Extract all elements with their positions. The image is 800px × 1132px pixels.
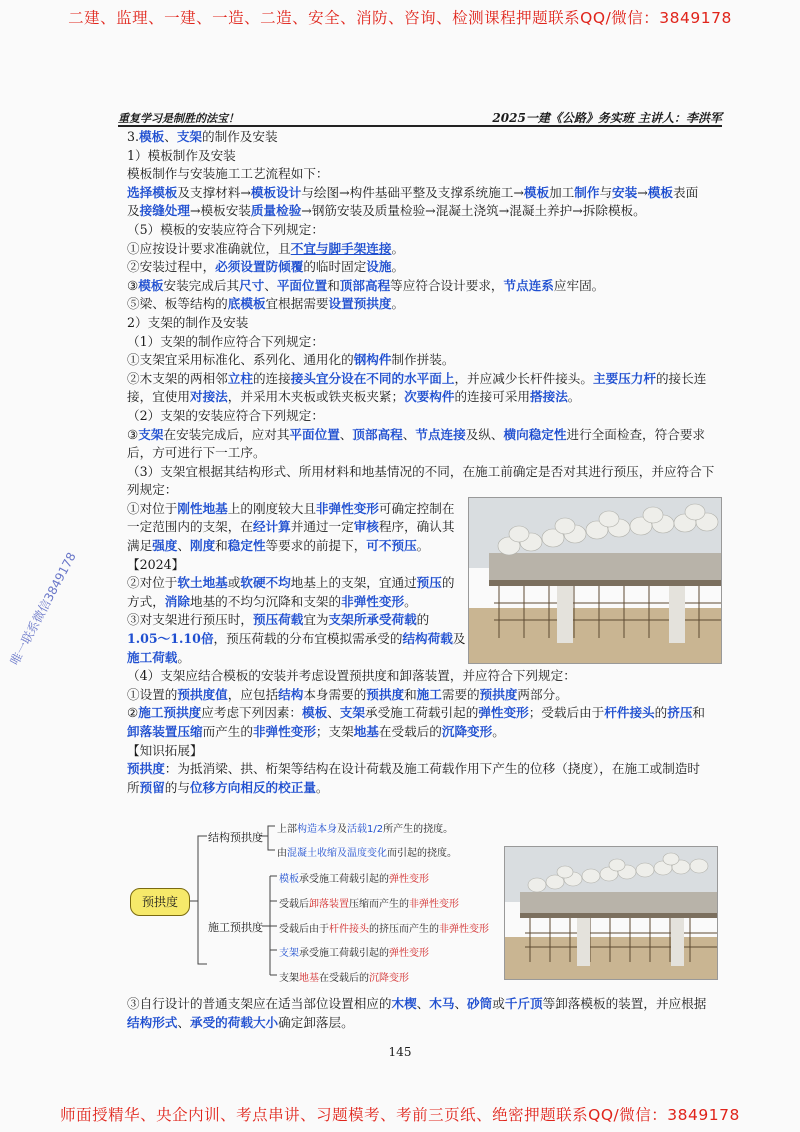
- text-run: 确定卸落层。: [278, 1014, 354, 1030]
- highlighted-term: 预留: [139, 779, 165, 795]
- text-run: （3）支架宜根据其结构形式、所用材料和地基情况的不同，在施工前确定是否对其进行预压，并应符合下: [127, 463, 715, 479]
- text-run: 的: [654, 705, 668, 721]
- text-run: 所: [127, 779, 140, 795]
- text-run: 的连接: [252, 370, 291, 386]
- text-run: （2）支架的安装应符合下列规定：: [127, 407, 324, 423]
- text-run: 的挤压而产生的: [369, 924, 439, 935]
- text-run: ；支架: [315, 724, 354, 739]
- mindmap-branch-structural: 结构预拱度: [208, 831, 263, 844]
- text-run: 地基上的支架，宜通过: [290, 575, 417, 591]
- highlighted-term: 平面位置: [289, 426, 340, 442]
- highlighted-term: 选择模板: [127, 184, 178, 200]
- text-run: 由: [277, 848, 287, 859]
- text-run: ⑤梁、板等结构的: [127, 296, 228, 312]
- text-run: 。: [391, 296, 405, 312]
- highlighted-term: 预压荷载: [252, 612, 304, 628]
- text-run: 3.: [127, 129, 140, 144]
- bridge-support-photo: [468, 497, 722, 664]
- text-run: 压缩而产生的: [349, 899, 409, 910]
- mindmap-leaf: [279, 969, 409, 984]
- rule-item: [127, 649, 465, 668]
- process-flow-line: [127, 202, 719, 221]
- highlighted-term: 地基: [299, 973, 319, 984]
- rule-item: [127, 444, 719, 463]
- highlighted-term: 接头宜分设在不同的水平面上: [290, 370, 455, 386]
- closing-content: [127, 995, 719, 1032]
- page-number: 145: [388, 1045, 412, 1059]
- text-run: 的: [416, 612, 430, 628]
- highlighted-term: 地基: [353, 724, 379, 739]
- text-run: 、: [164, 129, 177, 144]
- highlighted-term: 支架: [339, 705, 365, 721]
- text-run: ，预压荷载的分布宜模拟需承受的: [213, 631, 403, 647]
- text-run: 满足: [127, 538, 153, 554]
- text-run: 的接长连: [655, 370, 707, 386]
- text-run: 。: [391, 240, 405, 256]
- highlighted-term: 支架: [138, 426, 164, 442]
- highlighted-term: 立柱: [227, 370, 253, 386]
- text-run: →: [637, 184, 648, 200]
- text-run: 上的刚度较大且: [227, 500, 316, 516]
- text-run: 的与: [164, 779, 190, 795]
- text-run: 和: [215, 538, 228, 554]
- highlighted-term: 稳定性: [227, 538, 266, 554]
- text-run: 。: [315, 779, 329, 795]
- text-run: 承受施工荷载引起的: [364, 705, 479, 721]
- rule-item: [127, 611, 465, 630]
- rule-item: [127, 518, 465, 537]
- text-run: 而引起的挠度。: [387, 848, 457, 859]
- text-run: ②: [127, 705, 139, 721]
- text-run: 及: [337, 824, 347, 835]
- text-run: 及支撑材料→: [177, 184, 251, 200]
- bridge-support-photo: [504, 846, 718, 980]
- text-run: 的连接可采用: [454, 389, 530, 405]
- text-run: 一定范围内的支架，在: [127, 519, 253, 535]
- text-run: 在受载后的: [319, 973, 369, 984]
- text-run: 或: [227, 575, 241, 591]
- highlighted-term: 结构: [278, 686, 304, 702]
- text-run: 与: [599, 184, 613, 200]
- highlighted-term: 沉降变形: [369, 973, 409, 984]
- definition-line: [127, 760, 719, 779]
- text-run: ，应包括: [227, 686, 279, 702]
- highlighted-term: 顶部高程: [352, 426, 403, 442]
- highlighted-term: 非弹性变形: [315, 500, 379, 516]
- text-run: 列规定：: [127, 482, 178, 498]
- text-run: （1）支架的制作应符合下列规定：: [127, 333, 324, 349]
- text-run: 、: [339, 426, 353, 442]
- text-run: ①对位于: [127, 500, 178, 516]
- text-run: 地基的不均匀沉降和支架的: [189, 593, 342, 609]
- highlighted-term: 杆件接头: [604, 705, 655, 721]
- highlighted-term: 节点连接: [415, 426, 466, 442]
- mindmap-leaf: [277, 844, 457, 859]
- highlighted-term: 结构形式: [127, 1014, 178, 1030]
- text-run: →模板安装: [189, 203, 251, 219]
- text-run: ①应按设计要求准确就位，且: [127, 240, 291, 256]
- highlighted-term: 弹性变形: [478, 705, 529, 721]
- highlighted-term: 施工预拱度: [138, 705, 202, 721]
- highlighted-term: 卸落装置压缩: [127, 724, 203, 739]
- text-run: 及: [452, 631, 465, 647]
- text-run: 所产生的挠度。: [383, 824, 454, 835]
- text-run: 和: [327, 277, 340, 293]
- text-run: 、: [416, 996, 430, 1011]
- text-run: 受载后由于: [279, 924, 329, 935]
- highlighted-term: 消除: [164, 593, 190, 609]
- rule-item: [127, 574, 465, 593]
- text-run: ②对位于: [127, 575, 178, 591]
- highlighted-term: 软硬不均: [240, 575, 291, 591]
- highlighted-term: 弹性变形: [389, 948, 429, 959]
- rule-item: [127, 537, 465, 556]
- subsection-heading: [127, 147, 719, 166]
- text-run: ：为抵消梁、拱、桁架等结构在设计荷载及施工荷载作用下产生的位移（挠度），在施工或制造时: [164, 761, 701, 777]
- highlighted-term: 千斤顶: [504, 996, 543, 1011]
- text-run: 需要的: [441, 686, 480, 702]
- highlighted-term: 构造本身: [297, 824, 337, 835]
- text-run: 模板制作与安装施工工艺流程如下：: [127, 166, 329, 182]
- highlighted-term: 木楔: [391, 996, 417, 1011]
- text-run: ③: [127, 277, 139, 293]
- highlighted-term: 主要压力杆: [592, 370, 656, 386]
- highlighted-term: 挤压: [667, 705, 693, 721]
- mindmap-leaf: [279, 944, 429, 959]
- text-run: 。: [391, 259, 405, 275]
- text-run: →钢筋安装及质量检验→混凝土浇筑→混凝土养护→拆除模板。: [301, 203, 646, 219]
- highlighted-term: 刚性地基: [177, 500, 228, 516]
- highlighted-term: 卸落装置: [309, 899, 349, 910]
- year-tag: [127, 556, 465, 575]
- rule-heading: [127, 667, 719, 686]
- highlighted-term: 非弹性变形: [439, 924, 489, 935]
- main-content: [127, 128, 719, 797]
- text-run: 本身需要的: [303, 686, 367, 702]
- highlighted-term: 底模板: [227, 296, 266, 312]
- highlighted-term: 施工荷载: [127, 649, 178, 665]
- highlighted-term: 杆件接头: [329, 924, 369, 935]
- text-run: 后，方可进行下一工序。: [127, 445, 266, 461]
- rule-item: [127, 593, 465, 612]
- bottom-banner: 师面授精华、央企内训、考点串讲、习题模考、考前三页纸、绝密押题联系QQ/微信：3849178: [60, 1106, 740, 1124]
- text-run: 、: [327, 705, 340, 721]
- highlighted-term: 弹性变形: [389, 874, 429, 885]
- text-run: 并通过一定: [290, 519, 354, 535]
- rule-item: [127, 995, 719, 1014]
- rule-item: [127, 351, 719, 370]
- highlighted-term: 预拱度: [479, 686, 518, 702]
- text-run: 。: [416, 538, 430, 554]
- text-run: 、: [177, 538, 190, 554]
- highlighted-term: 预拱度值: [177, 686, 228, 702]
- text-run: 、: [402, 426, 416, 442]
- highlighted-term: 次要构件: [404, 389, 455, 405]
- text-run: 加工: [549, 184, 575, 200]
- text-run: 的: [441, 575, 455, 591]
- highlighted-term: 顶部高程: [339, 277, 391, 293]
- rule-item: [127, 240, 719, 259]
- highlighted-term: 1.05～1.10倍: [127, 631, 214, 647]
- rule-item: [127, 426, 719, 445]
- text-run: 和: [404, 686, 417, 702]
- highlighted-term: 质量检验: [250, 203, 302, 219]
- text-run: ，并采用木夹板或铁夹板夹紧；: [227, 389, 405, 405]
- text-run: 可确定控制在: [378, 500, 455, 516]
- text-run: ①支架宜采用标准化、系列化、通用化的: [127, 352, 354, 368]
- text-run: （4）支架应结合模板的安装并考虑设置预拱度和卸落装置，并应符合下列规定：: [127, 668, 576, 684]
- highlighted-term: 设置预拱度: [328, 296, 392, 312]
- highlighted-term: 审核: [353, 519, 379, 535]
- rule-item: [127, 258, 719, 277]
- highlighted-term: 横向稳定性: [503, 426, 567, 442]
- text-run: 表面: [672, 184, 699, 200]
- highlighted-term: 钢构件: [353, 352, 392, 368]
- text-run: 2）支架的制作及安装: [127, 314, 249, 330]
- text-run: 进行全面检查，符合要求: [566, 426, 706, 442]
- text-run: 。: [492, 724, 505, 739]
- text-run: 。: [177, 649, 190, 665]
- mindmap-leaf: [277, 820, 453, 835]
- mindmap-leaf: [279, 895, 459, 910]
- rule-heading: [127, 333, 719, 352]
- highlighted-term: 不宜与脚手架连接: [290, 240, 392, 256]
- highlighted-term: 模板: [139, 129, 165, 144]
- text-run: 等卸落模板的装置，并应根据: [542, 996, 707, 1011]
- text-run: 等要求的前提下，: [265, 538, 367, 554]
- text-run: ③对支架进行预压时，: [127, 612, 253, 628]
- text-run: 制作拼装。: [391, 352, 455, 368]
- text-run: 及纵、: [465, 426, 504, 442]
- text-run: ③: [127, 426, 139, 442]
- highlighted-term: 承受的荷载大小: [189, 1014, 279, 1030]
- highlighted-term: 支架: [176, 129, 202, 144]
- text-run: 程序，确认其: [378, 519, 455, 535]
- subsection-heading: [127, 314, 719, 333]
- highlighted-term: 预压: [416, 575, 442, 591]
- rule-item: [127, 295, 719, 314]
- mindmap-branch-construction: 施工预拱度: [208, 921, 263, 934]
- header-left: 重复学习是制胜的法宝！: [118, 112, 239, 125]
- rule-item: [127, 388, 719, 407]
- text-run: ，并应减少长杆件接头。: [454, 370, 593, 386]
- rule-item: [127, 277, 719, 296]
- text-run: 的制作及安装: [202, 129, 278, 144]
- text-run: 应牢固。: [553, 277, 605, 293]
- rule-heading: [127, 221, 719, 240]
- highlighted-term: 尺寸: [239, 277, 265, 293]
- highlighted-term: 软土地基: [177, 575, 228, 591]
- highlighted-term: 预拱度: [366, 686, 405, 702]
- rule-item: [127, 1014, 719, 1033]
- highlighted-term: 模板: [302, 705, 328, 721]
- rule-heading: [127, 407, 719, 426]
- watermark: 唯一联系微信3849178: [7, 550, 79, 668]
- highlighted-term: 非弹性变形: [341, 593, 405, 609]
- text-line: [127, 165, 719, 184]
- text-run: 承受施工荷载引起的: [299, 948, 389, 959]
- text-run: 应考虑下列因素：: [201, 705, 303, 721]
- text-run: （5）模板的安装应符合下列规定：: [127, 221, 324, 237]
- text-run: 支架: [279, 973, 299, 984]
- text-run: 而产生的: [202, 724, 253, 739]
- highlighted-term: 模板: [138, 277, 164, 293]
- highlighted-term: 模板: [523, 184, 550, 200]
- highlighted-term: 木马: [429, 996, 455, 1011]
- header-right: 2025一建《公路》务实班 主讲人：李洪军: [492, 111, 722, 125]
- text-run: 承受施工荷载引起的: [299, 874, 389, 885]
- text-run: 的临时固定: [303, 259, 367, 275]
- highlighted-term: 必须设置防倾覆: [215, 259, 304, 275]
- highlighted-term: 安装: [612, 184, 638, 200]
- text-run: 。: [567, 389, 581, 405]
- highlighted-term: 活载1/2: [347, 824, 384, 835]
- highlighted-term: 制作: [574, 184, 600, 200]
- text-run: 或: [492, 996, 505, 1011]
- highlighted-term: 搭接法: [530, 389, 568, 405]
- mindmap-leaf: [279, 920, 489, 935]
- text-run: 接，宜使用: [127, 389, 190, 405]
- highlighted-term: 刚度: [189, 538, 216, 554]
- mindmap-leaf: [279, 870, 429, 885]
- highlighted-term: 非弹性变形: [252, 724, 316, 739]
- text-run: 与绘图→构件基础平整及支撑系统施工→: [301, 184, 524, 200]
- text-run: 【知识拓展】: [127, 742, 203, 758]
- highlighted-term: 支架: [279, 948, 299, 959]
- text-run: 1）模板制作及安装: [127, 147, 236, 163]
- rule-item: [127, 370, 719, 389]
- highlighted-term: 设施: [366, 259, 392, 275]
- highlighted-term: 施工: [416, 686, 442, 702]
- text-run: ；受载后由于: [528, 705, 605, 721]
- text-run: 。: [404, 593, 417, 609]
- highlighted-term: 非弹性变形: [409, 899, 459, 910]
- highlighted-term: 平面位置: [276, 277, 328, 293]
- highlighted-term: 强度: [152, 538, 178, 554]
- text-run: ②安装过程中，: [127, 259, 216, 275]
- highlighted-term: 沉降变形: [441, 724, 493, 739]
- highlighted-term: 预拱度: [127, 761, 165, 777]
- text-run: 【2024】: [127, 556, 185, 572]
- highlighted-term: 对接法: [189, 389, 228, 405]
- rule-heading: [127, 463, 719, 482]
- text-run: 、: [264, 277, 277, 293]
- top-banner: 二建、监理、一建、一造、二造、安全、消防、咨询、检测课程押题联系QQ/微信：3849178: [68, 9, 732, 27]
- highlighted-term: 支架所承受荷载: [328, 612, 417, 628]
- highlighted-term: 接缝处理: [139, 203, 190, 219]
- highlighted-term: 可不预压: [366, 538, 417, 554]
- highlighted-term: 位移方向相反的校正量: [189, 779, 316, 795]
- text-run: 方式，: [127, 593, 165, 609]
- text-run: 宜为: [303, 612, 329, 628]
- highlighted-term: 模板设计: [250, 184, 302, 200]
- text-run: 安装完成后其: [163, 277, 240, 293]
- header-rule: [118, 125, 722, 127]
- highlighted-term: 模板: [647, 184, 673, 200]
- process-flow-line: [127, 184, 719, 203]
- text-run: 在安装完成后，应对其: [163, 426, 290, 442]
- highlighted-term: 结构荷载: [402, 631, 453, 647]
- text-run: 在受载后的: [378, 724, 442, 739]
- highlighted-term: 砂筒: [467, 996, 493, 1011]
- definition-line: [127, 779, 719, 798]
- text-run: 、: [177, 1014, 190, 1030]
- mindmap-root: 预拱度: [130, 888, 190, 916]
- section-title: [127, 128, 719, 147]
- highlighted-term: 模板: [279, 874, 299, 885]
- text-run: 受载后: [279, 899, 309, 910]
- rule-item: [127, 500, 465, 519]
- text-run: ③自行设计的普通支架应在适当部位设置相应的: [127, 996, 392, 1011]
- text-run: 两部分。: [517, 686, 568, 702]
- text-run: 宜根据需要: [265, 296, 329, 312]
- knowledge-heading: [127, 742, 719, 761]
- rule-item: [127, 704, 719, 723]
- text-run: 和: [692, 705, 706, 721]
- text-run: 上部: [277, 824, 297, 835]
- highlighted-term: 混凝土收缩及温度变化: [287, 848, 387, 859]
- text-run: 及: [127, 203, 140, 219]
- rule-item: [127, 723, 719, 742]
- text-run: ②木支架的两相邻: [127, 370, 228, 386]
- highlighted-term: 节点连系: [503, 277, 554, 293]
- text-run: 等应符合设计要求，: [390, 277, 504, 293]
- highlighted-term: 经计算: [252, 519, 291, 535]
- text-run: 、: [454, 996, 468, 1011]
- rule-item: [127, 630, 465, 649]
- rule-item: [127, 686, 719, 705]
- text-run: ①设置的: [127, 686, 178, 702]
